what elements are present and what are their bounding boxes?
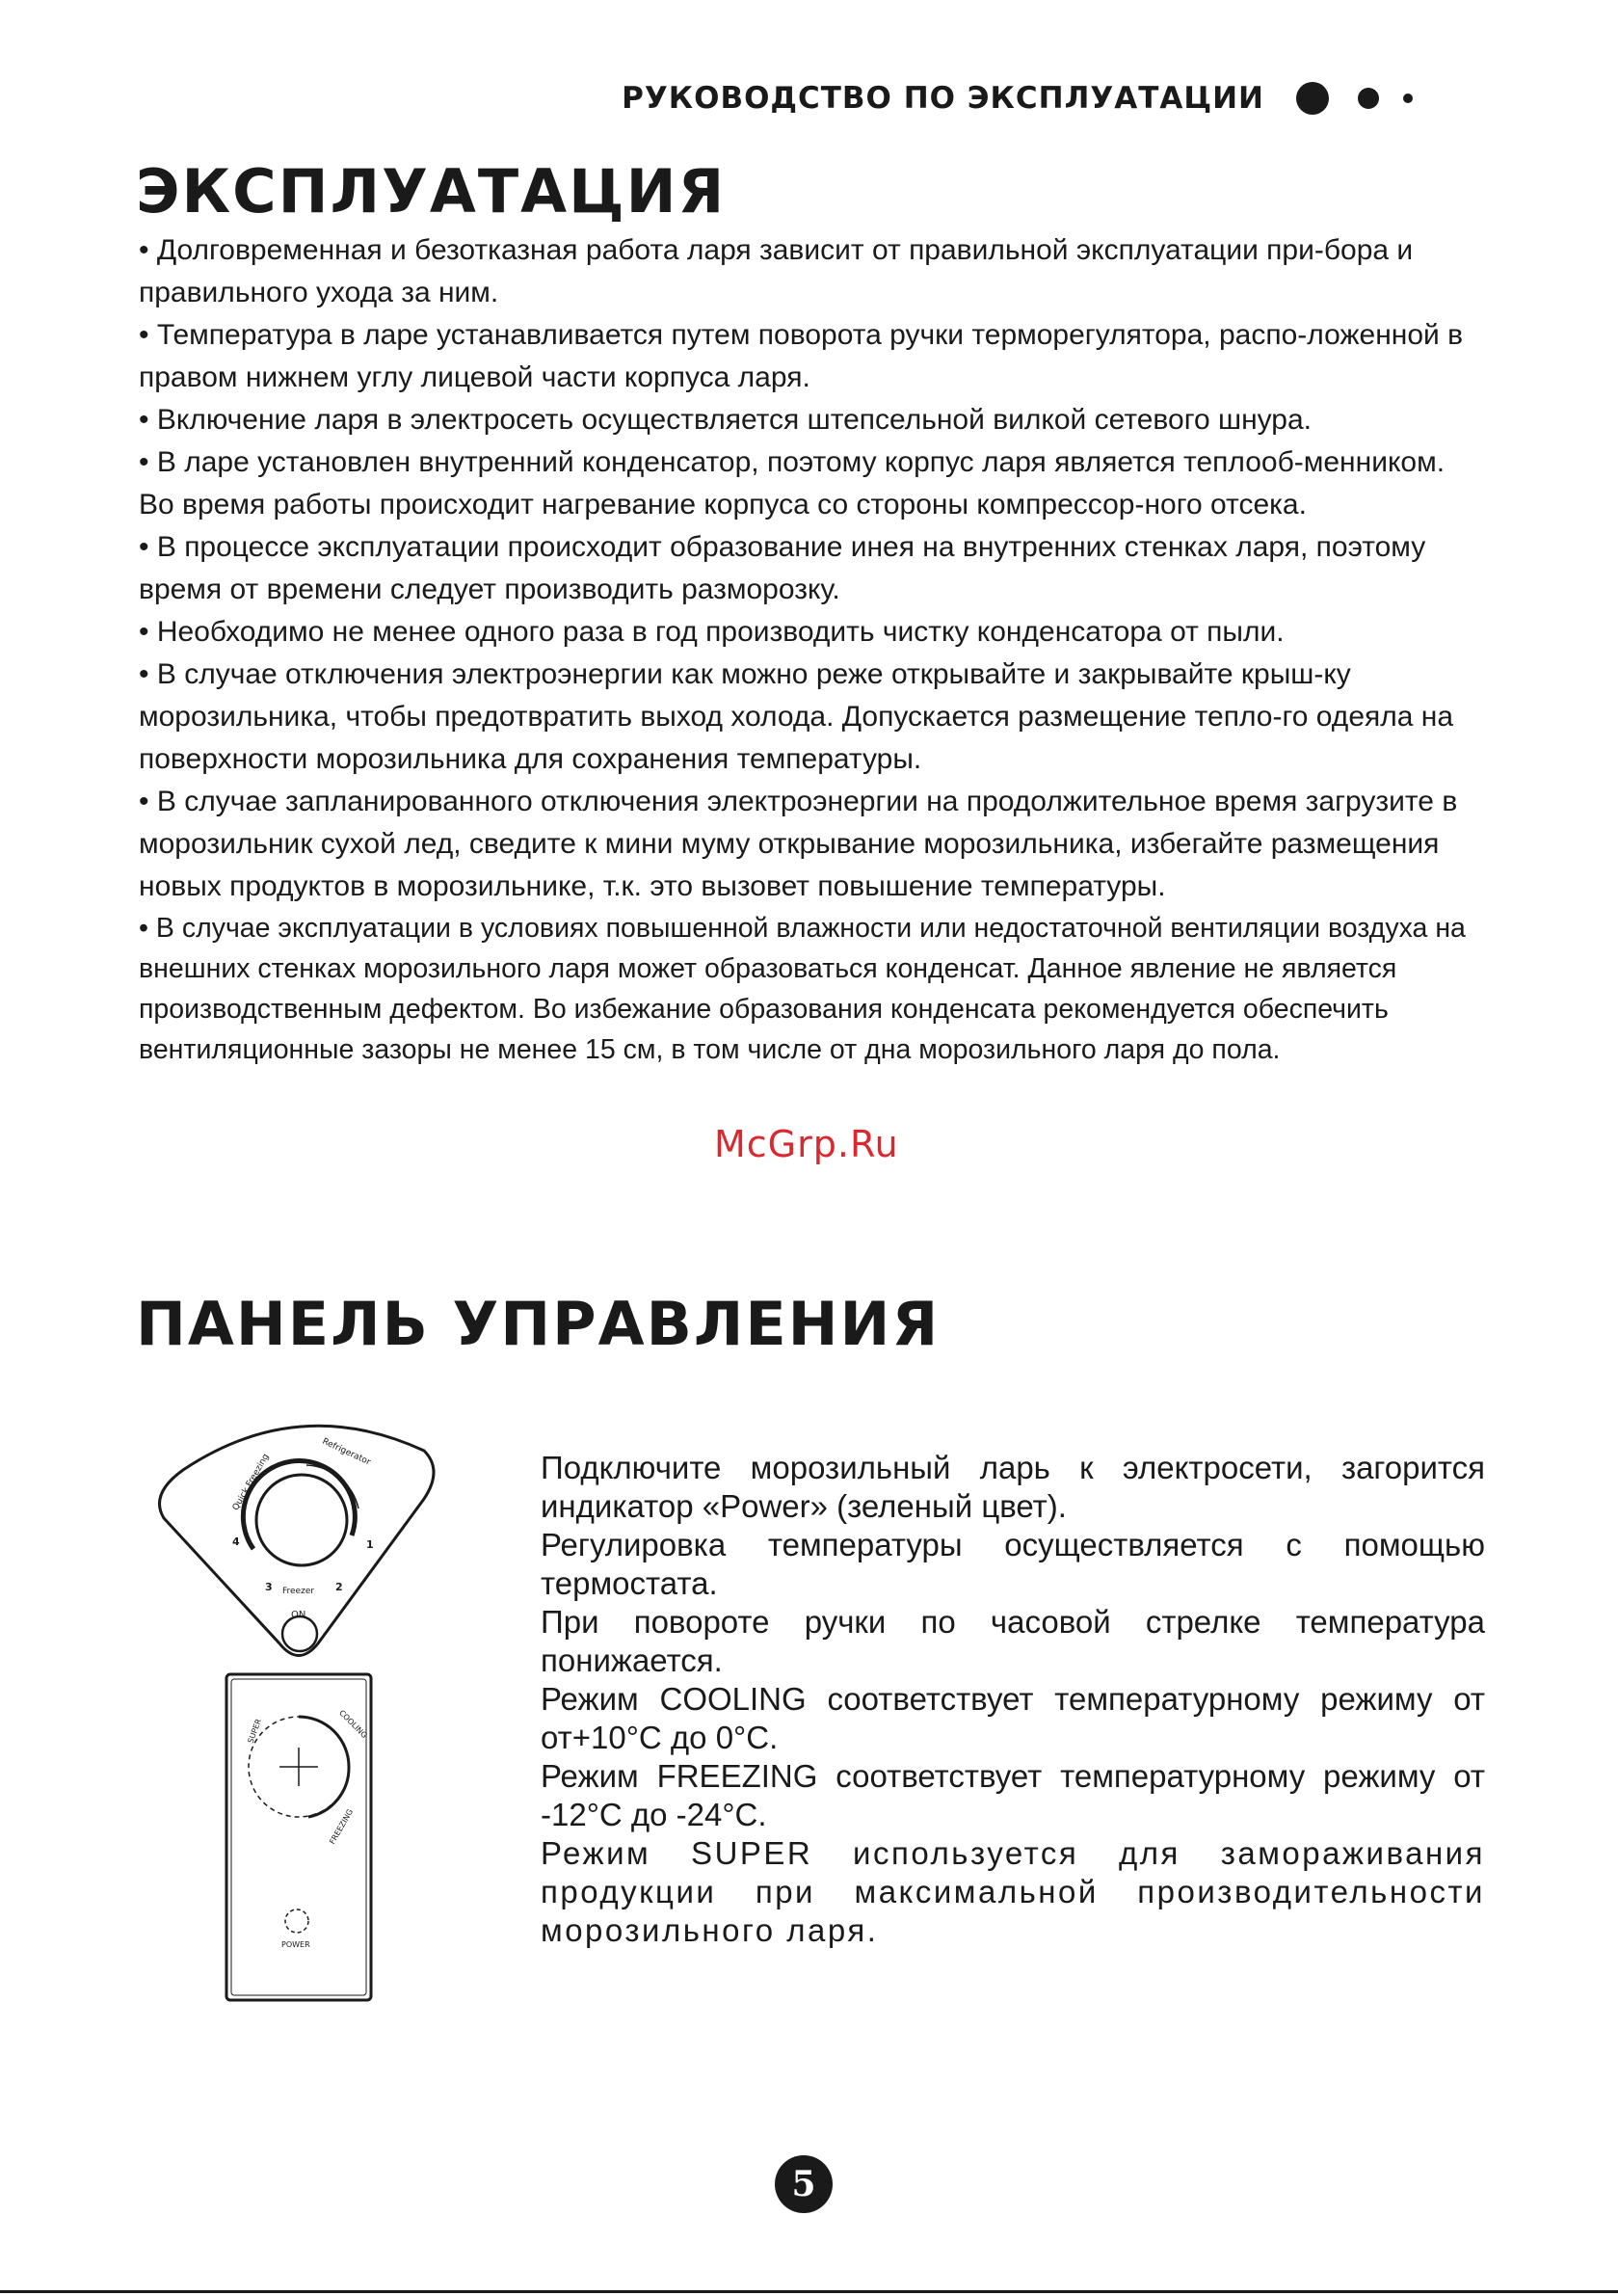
panel-paragraph: Режим SUPER используется для замораживания продукции при максимальной производительности морозильного ларя. [541,1835,1485,1948]
operation-bullet-list [139,229,1469,1070]
bullet-item: • В ларе установлен внутренний конденсатор, поэтому корпус ларя является теплооб-менником. Во время работы происходит нагревание корпуса со стороны компрессор-ного отсека. [139,441,1469,526]
on-label: ON [291,1610,306,1620]
panel-paragraph: Регулировка температуры осуществляется с помощью термостата. [541,1527,1485,1601]
header-dot-small [1403,93,1413,103]
bullet-item: • В случае эксплуатации в условиях повышенной влажности или недостаточной вентиляции воздуха на внешних стенках морозильного ларя может образоваться конденсат. Данное явление не является производственным дефектом. Во избежание образования конденсата рекомендуется обеспечить вентиляционные зазоры не менее 15 см, в том числе от дна морозильного ларя до пола. [139,908,1469,1070]
dial-panel-2 [226,1674,371,2000]
control-panel-diagram [145,1412,453,2029]
bullet-item: • Температура в ларе устанавливается путем поворота ручки терморегулятора, распо-ложенной в правом нижнем углу лицевой части корпуса ларя. [139,314,1469,399]
dial-number-2: 2 [335,1581,343,1593]
label-refrigerator: Refrigerator [320,1436,372,1468]
bullet-item: • Включение ларя в электросеть осуществляется штепсельной вилкой сетевого шнура. [139,399,1469,441]
bullet-item: • В процессе эксплуатации происходит образование инея на внутренних стенках ларя, поэтому время от времени следует производить разморозку. [139,526,1469,611]
page-number: 5 [775,2155,833,2213]
panel-paragraph: При повороте ручки по часовой стрелке температура понижается. [541,1604,1485,1678]
operation-heading: ЭКСПЛУАТАЦИЯ [136,156,727,227]
header-title: РУКОВОДСТВО ПО ЭКСПЛУАТАЦИИ [622,81,1264,116]
label-cooling: COOLING [337,1708,369,1741]
header-dot-medium [1358,88,1379,109]
bullet-item: • В случае отключения электроэнергии как можно реже открывайте и закрывайте крыш-ку морозильника, чтобы предотвратить выход холода. Допускается размещение тепло-го одеяла на поверхности морозильника для сохранения температуры. [139,654,1469,781]
bottom-rule [0,2290,1618,2293]
label-quick-freezing: Quick Freezing [230,1452,272,1512]
dial-number-3: 3 [265,1581,273,1593]
thermostat-knob [256,1475,347,1565]
power-label: POWER [281,1940,310,1949]
power-indicator [285,1909,308,1933]
watermark: McGrp.Ru [714,1123,899,1165]
label-super: SUPER [246,1717,263,1745]
cooling-arc [299,1717,349,1767]
dial-panel-1 [160,1426,435,1655]
panel-paragraph: Подключите морозильный ларь к электросети, загорится индикатор «Power» (зеленый цвет). [541,1450,1485,1524]
control-panel-heading: ПАНЕЛЬ УПРАВЛЕНИЯ [136,1289,941,1359]
freezing-arc [308,1767,349,1817]
dial-number-1: 1 [366,1538,374,1551]
panel-paragraph: Режим COOLING соответствует температурному режиму от от+10°С до 0°С. [541,1681,1485,1755]
dial-number-4: 4 [232,1535,240,1548]
bullet-item: • Необходимо не менее одного раза в год производить чистку конденсатора от пыли. [139,611,1469,654]
header-dot-large [1296,82,1329,115]
label-freezer: Freezer [282,1587,315,1596]
control-panel-text [541,1449,1485,1950]
bullet-item: • Долговременная и безотказная работа ларя зависит от правильной эксплуатации при-бора и правильного ухода за ним. [139,229,1469,314]
panel-paragraph: Режим FREEZING соответствует температурному режиму от -12°С до -24°С. [541,1758,1485,1832]
label-freezing: FREEZING [328,1807,356,1846]
on-indicator [282,1616,317,1651]
bullet-item: • В случае запланированного отключения электроэнергии на продолжительное время загрузите в морозильник сухой лед, сведите к мини муму открывание морозильника, избегайте размещения новых продуктов в морозильнике, т.к. это вызовет повышение температуры. [139,781,1469,908]
page-header [0,77,1618,120]
